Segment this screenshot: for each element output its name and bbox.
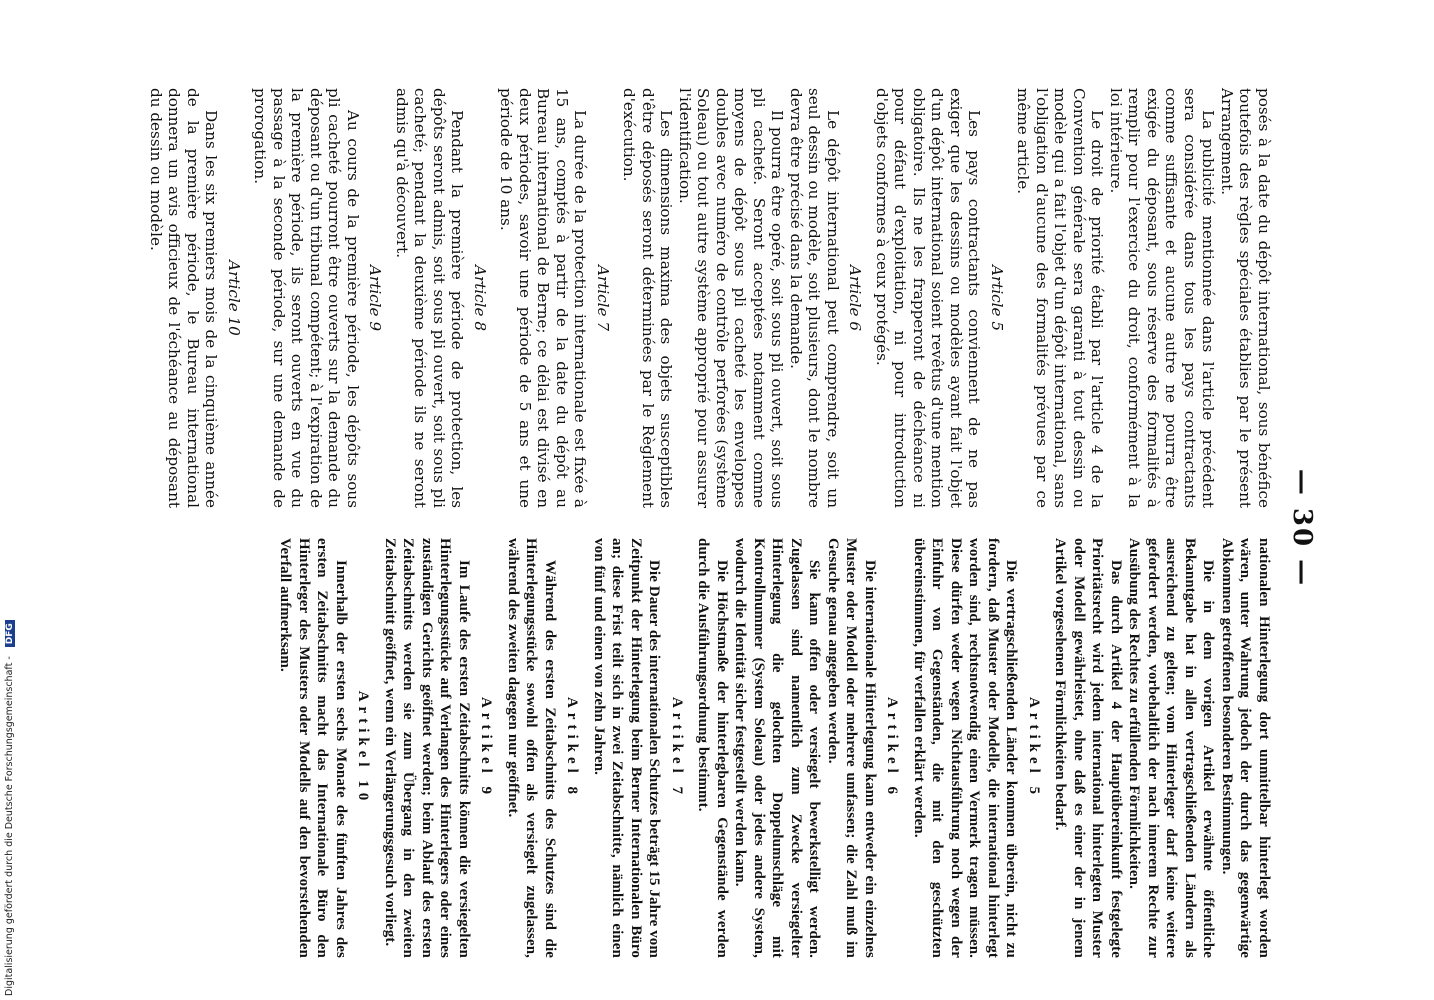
de-paragraph: Das durch Artikel 4 der Hauptübereinkunft festgelegte Prioritätsrecht wird jedem international hinterlegten Muster oder Modell gewährleistet, ohne daß es einer der in jenem Artikel vorgesehenen Förmlichkeiten bedarf. bbox=[1052, 538, 1124, 958]
fr-paragraph: Les dimensions maxima des objets susceptibles d'être déposés seront déterminées par le Règlement d'exécution. bbox=[620, 88, 676, 508]
fr-paragraph: Pendant la première période de protection, les dépôts seront admis, soit sous pli ouvert, soit sous pli cacheté; pendant la deuxième période ils ne seront admis qu'à découvert. bbox=[393, 88, 467, 508]
de-article-9-heading: Artikel 9 bbox=[478, 696, 495, 800]
fr-paragraph: Dans les six premiers mois de la cinquième année de la première période, le Bureau international donnera un avis officieux de l'échéance au déposant du dessin ou modèle. bbox=[147, 88, 221, 508]
de-paragraph: Im Laufe des ersten Zeitabschnitts können die versiegelten Hinterlegungsstücke auf Verlangen des Hinterlegers oder eines zuständigen Gerichts geöffnet werden; beim Ablauf des ersten Zeitabschnitts werden sie zum Übergang in den zweiten Zeitabschnitt geöffnet, wenn ein Verlängerungsgesuch vorliegt. bbox=[382, 538, 472, 958]
fr-paragraph: posés à la date du dépôt international, sous bénéfice toutefois des règles spéciales établies par le présent Arrangement. bbox=[1218, 88, 1273, 508]
de-paragraph: Die Dauer des internationalen Schutzes beträgt 15 Jahre vom Zeitpunkt der Hinterlegung beim Berner Internationalen Büro an; diese Frist teilt sich in zwei Zeitabschnitte, nämlich einen von fünf und einen von zehn Jahren. bbox=[591, 538, 663, 958]
page-number: — 30 — bbox=[1287, 468, 1317, 588]
fr-paragraph: La publicité mentionnée dans l'article précédent sera considérée dans tous les pays contractants comme suffisante et aucune autre ne pourra être exigée du déposant, sous réserve des formalités à remplir pour l'exercice du droit, conformément à la loi intérieure. bbox=[1107, 88, 1218, 508]
de-paragraph: Die vertragschließenden Länder kommen überein, nicht zu fordern, daß Muster oder Modelle, die international hinterlegt worden sind, rechtsnotwendig einen Vermerk tragen müssen. Diese dürfen weder wegen Nichtausführung noch wegen der Einfuhr von Gegenständen, die mit den geschützten übereinstimmen, für verfallen erklärt werden. bbox=[911, 538, 1020, 958]
fr-paragraph: Le dépôt international peut comprendre, soit un seul dessin ou modèle, soit plusieurs, dont le nombre devra être précisé dans la demande. bbox=[787, 88, 842, 508]
fr-paragraph: Il pourra être opéré, soit sous pli ouvert, soit sous pli cacheté. Seront acceptées notamment comme moyens de dépôt sous pli cacheté les enveloppes doubles avec numéro de contrôle perforées (système Soleau) ou tout autre système approprié pour assurer l'identification. bbox=[676, 88, 787, 508]
fr-article-10-heading: Article 10 bbox=[225, 260, 243, 336]
de-paragraph: Sie kann offen oder versiegelt bewerkstelligt werden. Zugelassen sind namentlich zum Zwecke versiegelter Hinterlegung die gelochten Doppelumschläge mit Kontrollnummer (System Soleau) oder jedes andere System, wodurch die Identität sicher festgestellt werden kann. bbox=[732, 538, 823, 958]
document-page bbox=[117, 88, 1317, 968]
de-article-8-heading: Artikel 8 bbox=[564, 696, 581, 800]
de-paragraph: Während des ersten Zeitabschnitts des Schutzes sind die Hinterlegungsstücke sowohl offen als versiegelt zugelassen, während des zweiten dagegen nur geöffnet. bbox=[505, 538, 558, 958]
dfg-logo-icon: DFG bbox=[5, 620, 15, 647]
fr-article-7-heading: Article 7 bbox=[594, 264, 612, 332]
fr-paragraph: Les pays contractants conviennent de ne pas exiger que les dessins ou modèles ayant fait l'objet d'un dépôt international soient revêtus d'une mention obligatoire. Ils ne les frapperont de déchéance ni pour défaut d'exploitation, ni pour introduction d'objets conformes à ceux protégés. bbox=[873, 88, 984, 508]
de-article-7-heading: Artikel 7 bbox=[669, 696, 685, 800]
de-paragraph: Die internationale Hinterlegung kann entweder ein einzelnes Muster oder Modell oder mehrere umfassen; die Zahl muß im Gesuche genau angegeben werden. bbox=[825, 538, 878, 958]
fr-article-5-heading: Article 5 bbox=[988, 264, 1006, 332]
german-column bbox=[276, 538, 1273, 958]
fr-paragraph: Au cours de la première période, les dépôts sous pli cacheté pourront être ouverts sur la demande du déposant ou d'un tribunal compétent; à l'expiration de la première période, ils seront ouverts en vue du passage à la seconde période, sur une demande de prorogation. bbox=[251, 88, 362, 508]
de-article-6-heading: Artikel 6 bbox=[884, 696, 901, 800]
fr-article-6-heading: Article 6 bbox=[846, 264, 865, 332]
fr-paragraph: Le droit de priorité établi par l'article 4 de la Convention générale sera garanti à tout dessin ou modèle qui a fait l'objet d'un dépôt international, sans l'obligation d'aucune des formalités prévues par ce même article. bbox=[1014, 88, 1107, 508]
credit-text: Digitalisierung gefördert durch die Deutsche Forschungsgemeinschaft - bbox=[4, 656, 15, 996]
de-paragraph: Innerhalb der ersten sechs Monate des fünften Jahres des ersten Zeitabschnitts macht das Internationale Büro den Hinterleger des Musters oder Modells auf den bevorstehenden Verfall aufmerksam. bbox=[277, 538, 349, 958]
fr-article-9-heading: Article 9 bbox=[366, 264, 385, 332]
de-paragraph: Die Höchstmaße der hinterlegbaren Gegenstände werden durch die Ausführungsordnung bestimmt. bbox=[695, 538, 730, 958]
digitization-credit bbox=[4, 0, 24, 996]
french-column bbox=[147, 88, 1274, 508]
fr-article-8-heading: Article 8 bbox=[471, 264, 489, 332]
de-article-5-heading: Artikel 5 bbox=[1026, 696, 1042, 800]
de-article-10-heading: Artikel 10 bbox=[355, 690, 372, 806]
de-paragraph: nationalen Hinterlegung dort unmittelbar hinterlegt worden wären, unter Wahrung jedoch der durch das gegenwärtige Abkommen getroffenen besonderen Bestimmungen. bbox=[1219, 538, 1272, 958]
fr-paragraph: La durée de la protection internationale est fixée à 15 ans, comptés à partir de la date du dépôt au Bureau international de Berne; ce délai est divisé en deux périodes, savoir une période de 5 ans et une période de 10 ans. bbox=[497, 88, 590, 508]
de-paragraph: Die in dem vorigen Artikel erwähnte öffentliche Bekanntgabe hat in allen vertragschließenden Ländern als ausreichend zu gelten; vom Hinterleger darf keine weitere gefordert werden, vorbehaltlich der nach innerem Rechte zur Ausübung des Rechtes zu erfüllenden Förmlichkeiten. bbox=[1126, 538, 1217, 958]
